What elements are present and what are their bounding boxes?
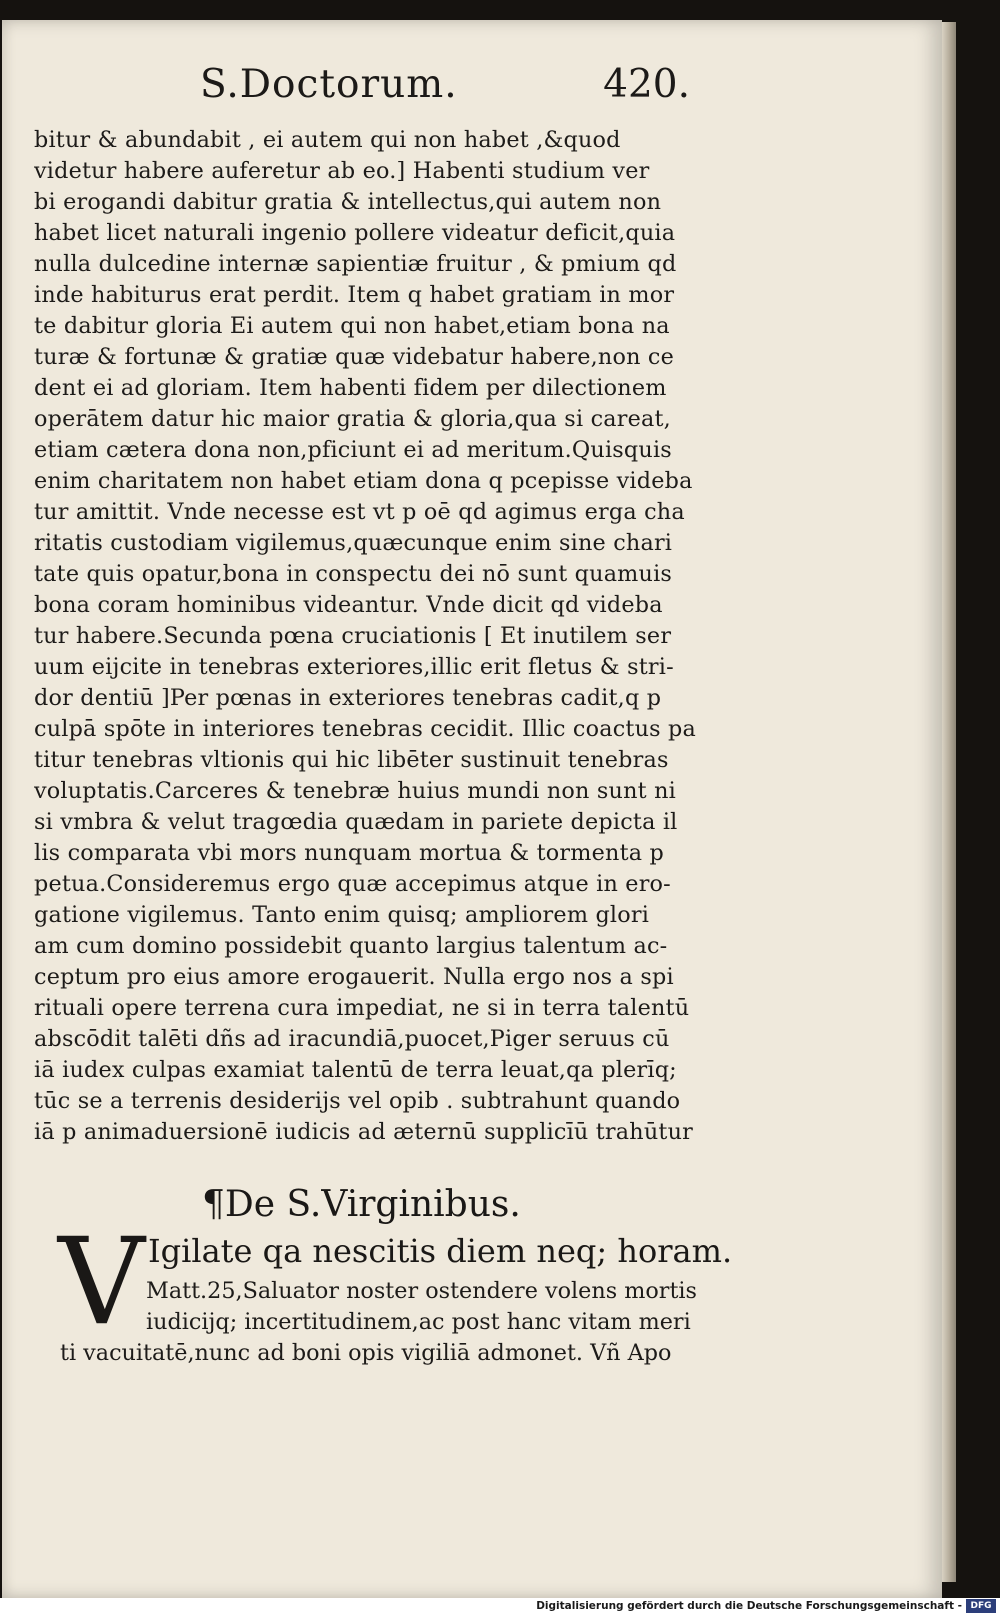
text-line: iā iudex culpas examiat talentū de terra leuat,qa plerīq; <box>34 1057 677 1083</box>
decorated-initial: V <box>58 1213 145 1352</box>
text-line: tur amittit. Vnde necesse est vt p oē qd agimus erga cha <box>34 499 685 525</box>
text-line: tate quis opatur,bona in conspectu dei nō sunt quamuis <box>34 561 673 587</box>
text-line: petua.Consideremus ergo quæ accepimus atque in ero- <box>34 871 671 897</box>
text-line: culpā spōte in interiores tenebras cecidit. Illic coactus pa <box>34 716 697 742</box>
text-line: am cum domino possidebit quanto largius talentum ac- <box>34 933 668 959</box>
section-heading: ¶De S.Virginibus. <box>202 1184 521 1225</box>
body-text <box>34 125 764 1148</box>
text-line: nulla dulcedine internæ sapientiæ fruitur , & pmium qd <box>34 251 677 277</box>
text-line: dent ei ad gloriam. Item habenti fidem per dilectionem <box>34 375 667 401</box>
text-line: voluptatis.Carceres & tenebræ huius mundi non sunt ni <box>34 778 676 804</box>
text-line: turæ & fortunæ & gratiæ quæ videbatur habere,non ce <box>34 344 674 370</box>
text-line: iudicijq; incertitudinem,ac post hanc vitam meri <box>146 1309 691 1335</box>
text-line: tur habere.Secunda pœna cruciationis [ Et inutilem ser <box>34 623 672 649</box>
indented-text <box>146 1276 786 1338</box>
text-line: iā p animaduersionē iudicis ad æternū supplicīū trahūtur <box>34 1119 693 1145</box>
page-header <box>190 62 690 114</box>
text-line: si vmbra & velut tragœdia quædam in pariete depicta il <box>34 809 678 835</box>
section-first-line: Igilate qa nescitis diem neq; horam. <box>148 1232 733 1270</box>
text-line: enim charitatem non habet etiam dona q pcepisse videba <box>34 468 693 494</box>
page-edge <box>942 22 956 1582</box>
text-line: bi erogandi dabitur gratia & intellectus,qui autem non <box>34 189 662 215</box>
dfg-logo: DFG <box>966 1599 996 1613</box>
section-body-text <box>60 1338 800 1369</box>
text-line: videtur habere auferetur ab eo.] Habenti studium ver <box>34 158 650 184</box>
text-line: operātem datur hic maior gratia & gloria,qua si careat, <box>34 406 671 432</box>
text-line: Matt.25,Saluator noster ostendere volens mortis <box>146 1278 697 1304</box>
text-line: tūc se a terrenis desiderijs vel opib . subtrahunt quando <box>34 1088 681 1114</box>
running-title: S.Doctorum. <box>200 62 458 107</box>
text-line: ti vacuitatē,nunc ad boni opis vigiliā admonet. Vñ Apo <box>60 1340 672 1366</box>
text-line: titur tenebras vltionis qui hic libēter sustinuit tenebras <box>34 747 669 773</box>
text-line: abscōdit talēti dñs ad iracundiā,puocet,Piger seruus cū <box>34 1026 670 1052</box>
text-line: bona coram hominibus videantur. Vnde dicit qd videba <box>34 592 663 618</box>
text-line: ritatis custodiam vigilemus,quæcunque enim sine chari <box>34 530 673 556</box>
text-line: inde habiturus erat perdit. Item q habet gratiam in mor <box>34 282 675 308</box>
folio-number: 420. <box>603 62 690 107</box>
funding-credit: Digitalisierung gefördert durch die Deutsche Forschungsgemeinschaft - <box>536 1600 962 1612</box>
text-line: dor dentiū ]Per pœnas in exteriores tenebras cadit,q p <box>34 685 662 711</box>
text-line: te dabitur gloria Ei autem qui non habet,etiam bona na <box>34 313 670 339</box>
text-line: etiam cætera dona non,pficiunt ei ad meritum.Quisquis <box>34 437 672 463</box>
text-line: lis comparata vbi mors nunquam mortua & tormenta p <box>34 840 665 866</box>
text-line: ceptum pro eius amore erogauerit. Nulla ergo nos a spi <box>34 964 674 990</box>
text-line: rituali opere terrena cura impediat, ne si in terra talentū <box>34 995 690 1021</box>
text-line: bitur & abundabit , ei autem qui non habet ,&quod <box>34 127 621 153</box>
text-line: habet licet naturali ingenio pollere videatur deficit,quia <box>34 220 676 246</box>
text-line: uum eijcite in tenebras exteriores,illic erit fletus & stri- <box>34 654 674 680</box>
text-line: gatione vigilemus. Tanto enim quisq; ampliorem glori <box>34 902 650 928</box>
